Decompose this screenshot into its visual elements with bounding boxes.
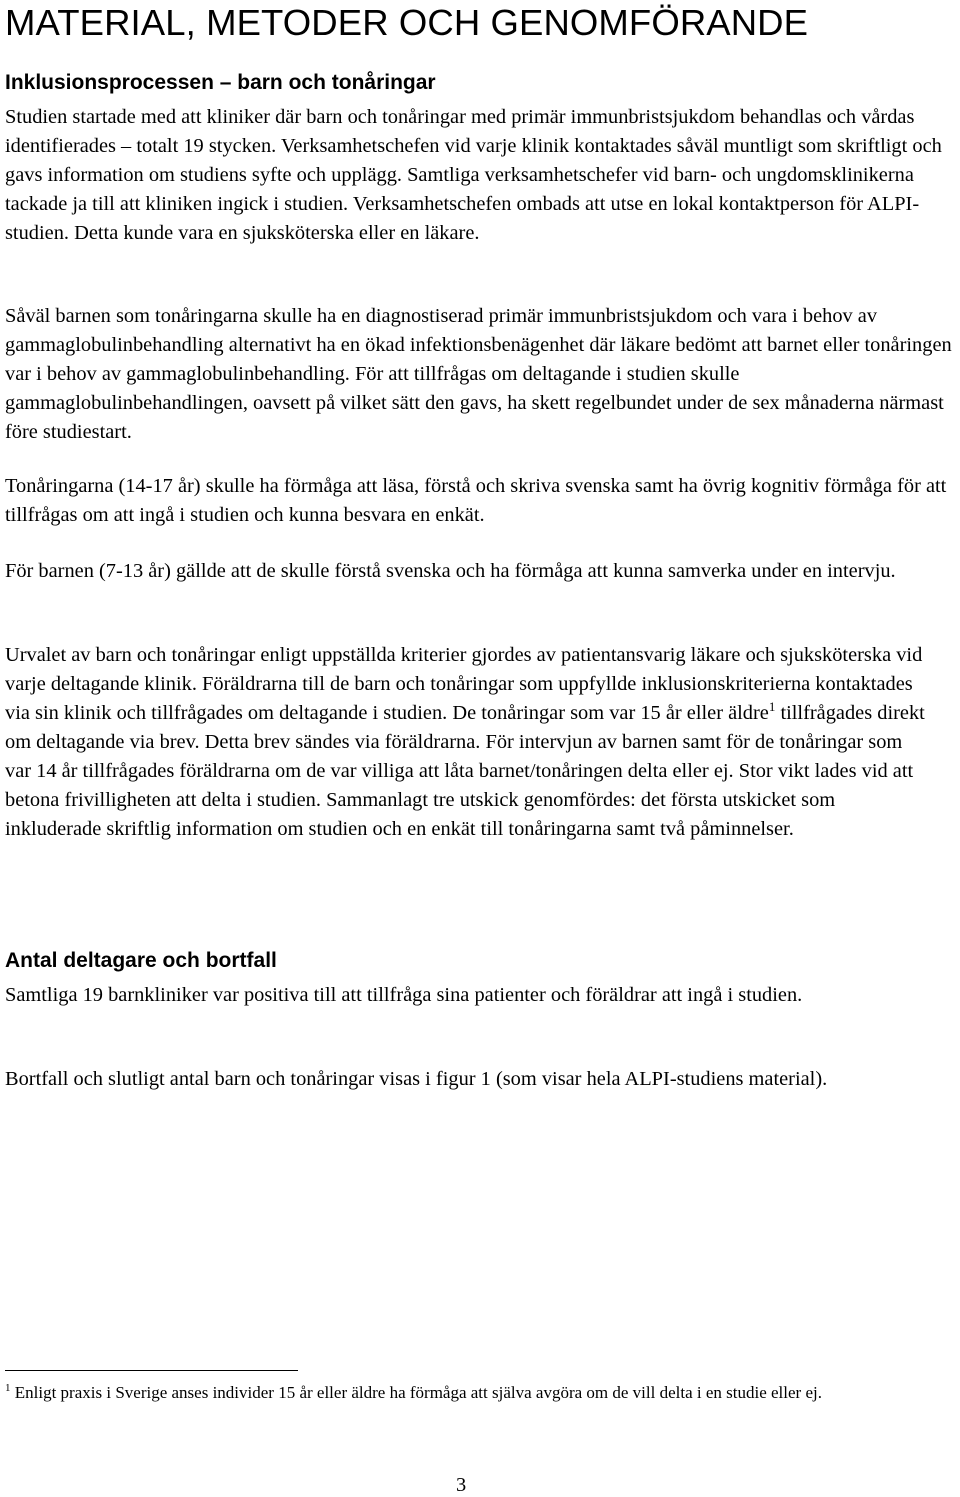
- paragraph-participants-1: Samtliga 19 barnkliniker var positiva till att tillfråga sina patienter och föräldrar att ingå i studien.: [5, 984, 803, 1006]
- paragraph-inclusion-5-part1: Urvalet av barn och tonåringar enligt uppställda kriterier gjordes av patientansvarig läkare och sjuksköterska vid varje deltagande klinik. Föräldrarna till de barn och tonåringar som uppfyllde inklusionskriterierna kontaktades via sin klinik och tillfrågades om deltagande i studien. De tonåringar som var 15 år eller äldre: [5, 644, 923, 724]
- section-title-inclusion: Inklusionsprocessen – barn och tonåringar: [5, 71, 436, 94]
- page-heading: MATERIAL, METODER OCH GENOMFÖRANDE: [5, 2, 809, 43]
- paragraph-inclusion-5: [5, 641, 930, 844]
- footnote-reference[interactable]: 1: [768, 699, 776, 714]
- paragraph-inclusion-4: För barnen (7-13 år) gällde att de skulle förstå svenska och ha förmåga att kunna samverka under en intervju.: [5, 560, 896, 582]
- paragraph-inclusion-2: Såväl barnen som tonåringarna skulle ha en diagnostiserad primär immunbristsjukdom och vara i behov av gammaglobulinbehandling alternativt ha en ökad infektionsbenägenhet där läkare bedömt att barnet eller tonåringen var i behov av gammaglobulinbehandling. För att tillfrågas om deltagande i studien skulle gammaglobulinbehandlingen, oavsett på vilket sätt den gavs, ha skett regelbundet under de sex månaderna närmast före studiestart.: [5, 305, 952, 443]
- footnote: [5, 1380, 935, 1405]
- footnote-text: Enligt praxis i Sverige anses individer 15 år eller äldre ha förmåga att själva avgöra om de vill delta i en studie eller ej.: [10, 1383, 822, 1402]
- paragraph-inclusion-1: Studien startade med att kliniker där barn och tonåringar med primär immunbristsjukdom behandlas och vårdas identifierades – totalt 19 stycken. Verksamhetschefen vid varje klinik kontaktades såväl muntligt som skriftligt och gavs information om studiens syfte och upplägg. Samtliga verksamhetschefer vid barn- och ungdomsklinikerna tackade ja till att kliniken ingick i studien. Verksamhetschefen ombads att utse en lokal kontaktperson för ALPI-studien. Detta kunde vara en sjuksköterska eller en läkare.: [5, 106, 942, 244]
- paragraph-participants-2: Bortfall och slutligt antal barn och tonåringar visas i figur 1 (som visar hela ALPI-studiens material).: [5, 1068, 828, 1090]
- footnote-marker: 1: [5, 1382, 11, 1394]
- paragraph-inclusion-3: Tonåringarna (14-17 år) skulle ha förmåga att läsa, förstå och skriva svenska samt ha övrig kognitiv förmåga för att tillfrågas om att ingå i studien och kunna besvara en enkät.: [5, 475, 947, 526]
- paragraph-inclusion-5-part2: tillfrågades direkt om deltagande via brev. Detta brev sändes via föräldrarna. För intervjun av barnen samt för de tonåringar som var 14 år tillfrågades föräldrarna om de var villiga att låta barnet/tonåringen delta eller ej. Stor vikt lades vid att betona frivilligheten att delta i studien. Sammanlagt tre utskick genomfördes: det första utskicket som inkluderade skriftlig information om studien och en enkät till tonåringarna samt två påminnelser.: [5, 702, 925, 840]
- footnote-divider: [5, 1370, 298, 1371]
- section-title-participants: Antal deltagare och bortfall: [5, 949, 277, 972]
- page-number: 3: [456, 1474, 467, 1496]
